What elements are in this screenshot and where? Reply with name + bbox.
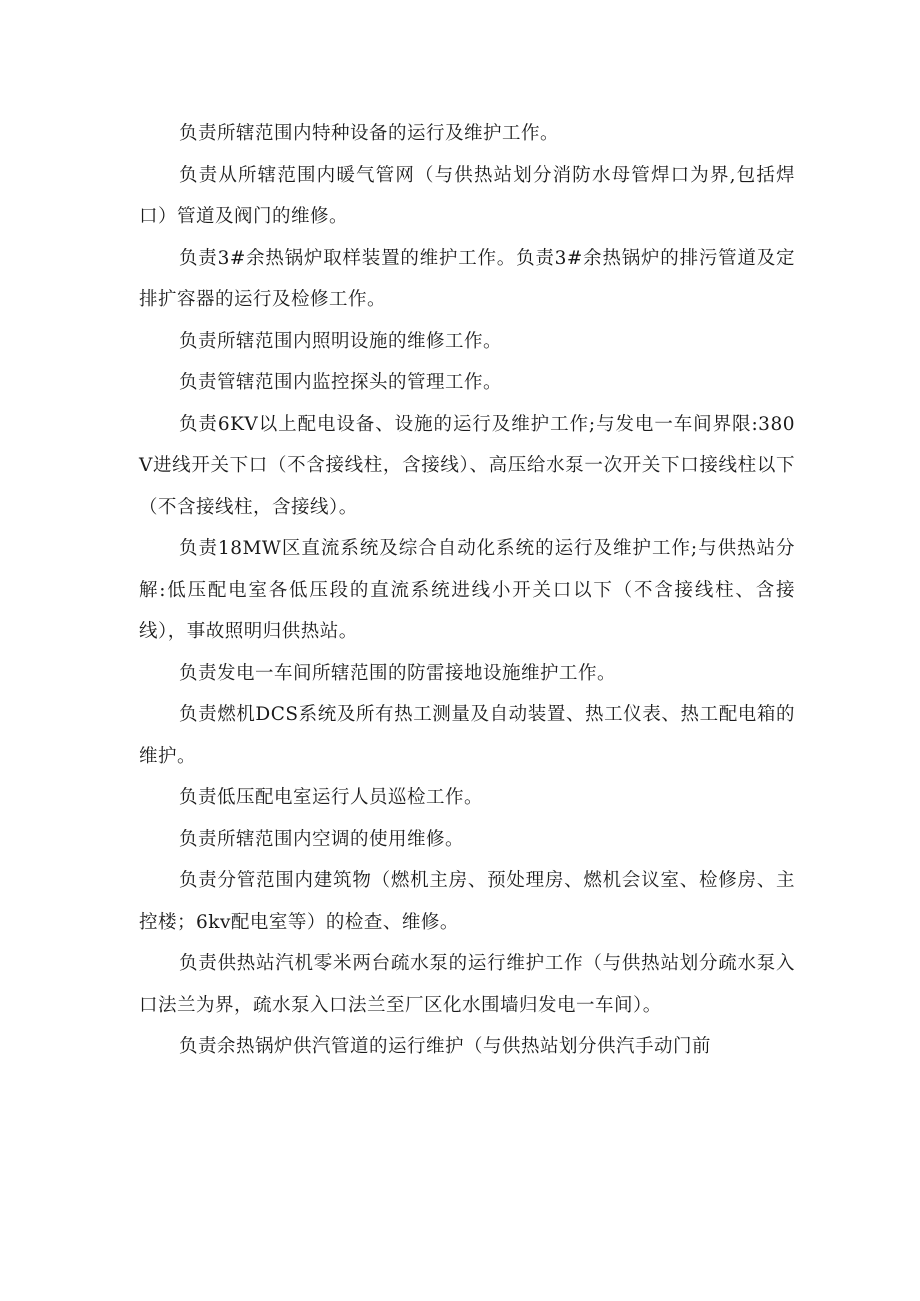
paragraph-dc-system: 负责18MW区直流系统及综合自动化系统的运行及维护工作;与供热站分解:低压配电室各低压段的直流系统进线小开关口以下（不含接线柱、含接线），事故照明归供热站。 <box>139 538 795 642</box>
paragraph-drain-pumps: 负责供热站汽机零米两台疏水泵的运行维护工作（与供热站划分疏水泵入口法兰为界，疏水泵入口法兰至厂区化水围墙归发电一车间）。 <box>139 953 795 1016</box>
paragraph-heating-network: 负责从所辖范围内暖气管网（与供热站划分消防水母管焊口为界,包括焊口）管道及阀门的维修。 <box>139 164 795 227</box>
paragraph-6kv-distribution: 负责6KV以上配电设备、设施的运行及维护工作;与发电一车间界限:380V进线开关下口（不含接线柱，含接线）、高压给水泵一次开关下口接线柱以下（不含接线柱，含接线）。 <box>139 413 795 518</box>
document-body <box>139 113 795 1068</box>
paragraph-dcs: 负责燃机DCS系统及所有热工测量及自动装置、热工仪表、热工配电箱的维护。 <box>139 704 795 767</box>
paragraph-lightning-protection: 负责发电一车间所辖范围的防雷接地设施维护工作。 <box>179 662 617 684</box>
paragraph-monitoring: 负责管辖范围内监控探头的管理工作。 <box>179 372 503 393</box>
paragraph-buildings: 负责分管范围内建筑物（燃机主房、预处理房、燃机会议室、检修房、主控楼；6kv配电室等）的检查、维修。 <box>139 870 795 933</box>
paragraph-inspection: 负责低压配电室运行人员巡检工作。 <box>179 787 484 808</box>
paragraph-lighting: 负责所辖范围内照明设施的维修工作。 <box>179 330 503 352</box>
paragraph-air-conditioning: 负责所辖范围内空调的使用维修。 <box>179 828 465 850</box>
paragraph-boiler-sampling: 负责3#余热锅炉取样装置的维护工作。负责3#余热锅炉的排污管道及定排扩容器的运行及检修工作。 <box>139 247 795 310</box>
paragraph-special-equipment: 负责所辖范围内特种设备的运行及维护工作。 <box>179 123 560 144</box>
paragraph-steam-supply: 负责余热锅炉供汽管道的运行维护（与供热站划分供汽手动门前 <box>179 1036 712 1057</box>
